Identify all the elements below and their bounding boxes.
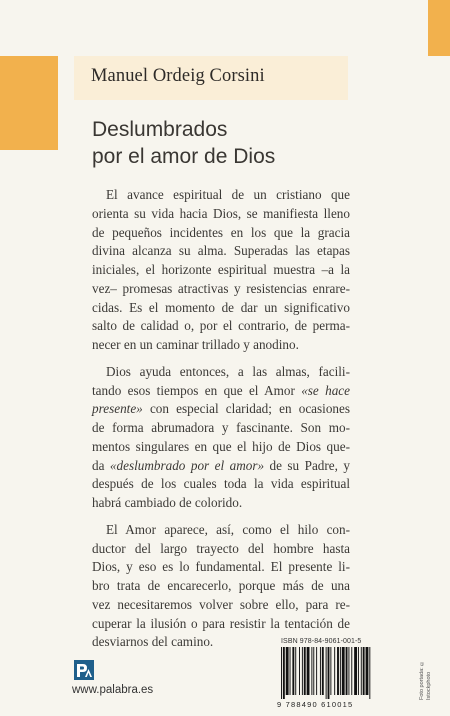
book-title-line-1: Deslumbrados	[92, 118, 228, 141]
italic-phrase: «se hace	[301, 382, 350, 398]
blurb-line: desviarnos del camino.	[92, 634, 214, 650]
blurb-line: Dios ayuda entonces, a las almas, facili-	[106, 363, 350, 379]
blurb-line: vez necesitaremos volver sobre ello, para re-	[92, 596, 350, 612]
barcode-digits: 9 788490 610015	[277, 700, 354, 709]
blurb-line: iniciales, el horizonte espiritual muestra –a la	[92, 262, 350, 277]
author-name: Manuel Ordeig Corsini	[91, 66, 265, 86]
photo-credit: Foto portada: © Istockphoto	[419, 659, 432, 700]
blurb-line: bro trata de encarecerlo, porque más de una	[92, 578, 350, 593]
blurb-line: cidas. Es el momento de dar un significativo	[92, 299, 350, 315]
blurb-line: de forma abrumadora y fascinante. Son mo-	[92, 420, 350, 435]
book-title-line-2: por el amor de Dios	[92, 145, 276, 168]
blurb-paragraph	[92, 186, 350, 355]
blurb-line: vez– promesas atractivas y resistencias enrare-	[92, 280, 350, 296]
blurb-line: salto de calidad o, por el contrario, de perma-	[92, 318, 350, 334]
blurb-line: cuperar la ilusión o para resistir la tentación de	[92, 615, 350, 631]
italic-phrase: «deslumbrado por el amor»	[109, 457, 265, 473]
back-cover-blurb	[92, 186, 350, 652]
blurb-line: tando esos tiempos en que el Amor «se hace	[92, 382, 350, 398]
orange-accent-top	[428, 0, 450, 56]
blurb-paragraph	[92, 521, 350, 652]
blurb-paragraph	[92, 363, 350, 513]
blurb-line: necer en un caminar trillado y anodino.	[92, 337, 299, 352]
italic-phrase: presente»	[92, 401, 143, 417]
blurb-line: divina alcanza su alma. Superadas las etapas	[92, 243, 350, 259]
palabra-logo-icon	[74, 660, 94, 680]
blurb-line: ductor del largo trayecto del hombre hasta	[92, 540, 350, 556]
publisher-website: www.palabra.es	[72, 684, 154, 696]
isbn-text: ISBN 978-84-9061-001-5	[281, 638, 362, 645]
blurb-line: orienta su vida hacia Dios, se manifiesta lleno	[92, 205, 350, 221]
blurb-line: habrá cambiado de colorido.	[92, 495, 243, 510]
blurb-line: presente» con especial claridad; en ocasiones	[92, 401, 350, 417]
blurb-line: después de los cuales toda la vida espiritual	[92, 476, 350, 492]
barcode	[279, 647, 413, 699]
orange-accent-left	[0, 56, 58, 150]
blurb-line: El Amor aparece, así, como el hilo con-	[106, 521, 350, 537]
blurb-line: de pequeños incidentes en los que la gracia	[92, 224, 350, 240]
blurb-line: da «deslumbrado por el amor» de su Padre, y	[92, 457, 350, 473]
blurb-line: mentos singulares en que el hijo de Dios que-	[92, 438, 350, 454]
book-title	[92, 116, 275, 170]
blurb-line: El avance espiritual de un cristiano que	[106, 187, 350, 202]
blurb-line: Dios, y eso es lo fundamental. El presente li-	[92, 559, 350, 575]
